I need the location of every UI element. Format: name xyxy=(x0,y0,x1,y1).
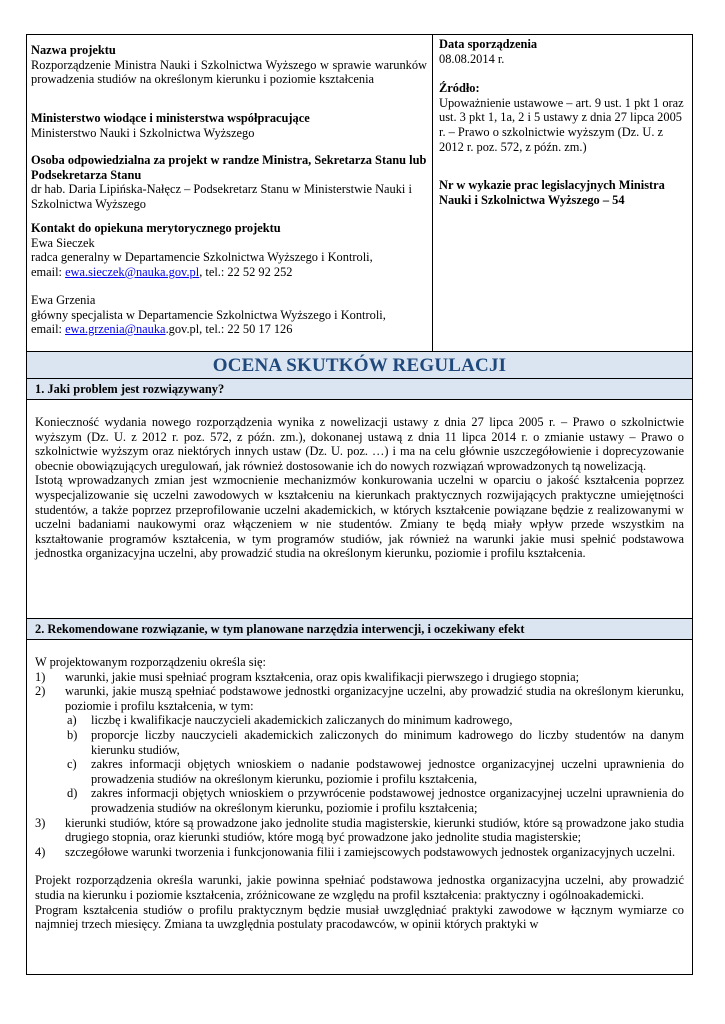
sub-item-letter: a) xyxy=(67,713,77,728)
list-item xyxy=(35,684,684,713)
sub-item-text: liczbę i kwalifikacje nauczycieli akademickich zaliczanych do minimum kadrowego, xyxy=(91,713,513,728)
list-item-text: warunki, jakie muszą spełniać podstawowe jednostki organizacyjne uczelni, aby prowadzić studia na określonym kierunku, poziomie i profilu kształcenia, w tym: xyxy=(65,684,684,713)
title-banner xyxy=(27,351,692,379)
section2-body xyxy=(35,655,684,932)
section1-paragraph: Istotą wprowadzanych zmian jest wzmocnienie mechanizmów konkurowania uczelni w oparciu o jakość kształcenia poprzez wyspecjalizowanie się uczelni zawodowych w kształceniu na kierunkach praktycznych rozwijających praktyczne umiejętności studentów, a także poprzez przeprofilowanie uczelni akademickich, w których kształcenie powiązane będzie z realizowanymi w uczelni badaniami naukowymi oraz włączeniem w nie studentów. Zmiany te będą miały wpływ przede wszystkim na kształtowanie programów kształcenia, w tym programów studiów, jak również na warunki jakie musi spełnić podstawowa jednostka organizacyjna uczelni, aby prowadzić studia na określonym kierunku, poziomie i profilu kształcenia. xyxy=(35,473,684,561)
contact1-role: radca generalny w Departamencie Szkolnictwa Wyższego i Kontroli, xyxy=(31,250,373,265)
contact-block xyxy=(31,221,427,279)
responsible-text: dr hab. Daria Lipińska-Nałęcz – Podsekretarz Stanu w Ministerstwie Nauki i Szkolnictwa Wyższego xyxy=(31,182,412,211)
list-item-text: warunki, jakie musi spełniać program kształcenia, oraz opis kwalifikacji pierwszego i drugiego stopnia; xyxy=(65,669,580,684)
list-item-number: 2) xyxy=(35,684,46,699)
ministry-block xyxy=(31,111,427,140)
register-text: Nr w wykazie prac legislacyjnych Ministra Nauki i Szkolnictwa Wyższego – 54 xyxy=(439,178,665,207)
project-name-label: Nazwa projektu xyxy=(31,43,116,57)
list-item xyxy=(35,670,684,685)
header-table xyxy=(27,35,692,351)
contact2-email-rest: .gov.pl, tel.: 22 50 17 126 xyxy=(165,322,293,337)
sub-item-text: zakres informacji objętych wnioskiem o nadanie podstawowej jednostce organizacyjnej uczelni uprawnienia do prowadzenia studiów na określonym kierunku, poziomie i profilu kształcenia, xyxy=(91,757,684,786)
list-item-number: 4) xyxy=(35,844,46,859)
sub-item-letter: c) xyxy=(67,757,77,772)
contact1-email-link[interactable]: ewa.sieczek@nauka.gov.pl xyxy=(65,264,200,279)
contact2-email-link[interactable]: ewa.grzenia@nauka xyxy=(65,322,166,337)
header-left-cell xyxy=(27,35,433,351)
list-item-text: kierunki studiów, które są prowadzone jako jednolite studia magisterskie, kierunki studiów, które są prowadzone jako studia drugiego stopnia, oraz kierunki studiów, które mogą być prowadzone jako jednolite studia magisterskie; xyxy=(65,815,684,845)
page-title: OCENA SKUTKÓW REGULACJI xyxy=(212,355,507,376)
date-value: 08.08.2014 r. xyxy=(439,51,505,66)
section2-heading: 2. Rekomendowane rozwiązanie, w tym planowane narzędzia interwencji, i oczekiwany efekt xyxy=(27,618,692,640)
responsible-block xyxy=(31,153,427,211)
contact2-email-prefix: email: xyxy=(31,322,66,337)
sub-list-item xyxy=(67,786,684,815)
contact1-email-prefix: email: xyxy=(31,264,66,279)
ministry-text: Ministerstwo Nauki i Szkolnictwa Wyższego xyxy=(31,125,255,140)
section1-paragraph: Konieczność wydania nowego rozporządzenia wynika z nowelizacji ustawy z dnia 27 lipca 2005 r. – Prawo o szkolnictwie wyższym (Dz. U. z 2012 r. poz. 572, z późn. zm.), dokonanej ustawą z dnia 11 lipca 2014 r. o zmianie ustawy – Prawo o szkolnictwie wyższym oraz niektórych innych ustaw (Dz. U. poz. …) i ma na celu głównie uszczegółowienie i doprecyzowanie obecnie obowiązujących uregulowań, jak również dostosowanie ich do nowych rozwiązań wprowadzonych tą nowelizacją. xyxy=(35,415,684,473)
header-right-cell xyxy=(433,35,692,351)
sub-item-letter: d) xyxy=(67,786,78,801)
list-item-number: 1) xyxy=(35,669,46,684)
contact2-block xyxy=(31,293,427,337)
sub-list-item xyxy=(67,757,684,786)
contact1-name: Ewa Sieczek xyxy=(31,235,95,250)
contact2-line xyxy=(31,322,427,337)
project-name-block xyxy=(31,43,427,87)
list-item xyxy=(35,845,684,860)
contact1-tel: , tel.: 22 52 92 252 xyxy=(199,264,293,279)
list-item-text: szczegółowe warunki tworzenia i funkcjonowania filii i zamiejscowych podstawowych jednostek organizacyjnych uczelni. xyxy=(65,844,676,859)
sub-item-letter: b) xyxy=(67,727,78,742)
ministry-label: Ministerstwo wiodące i ministerstwa współpracujące xyxy=(31,111,310,125)
responsible-label: Osoba odpowiedzialna za projekt w randze Ministra, Sekretarza Stanu lub Podsekretarza Stanu xyxy=(31,153,427,182)
section1-body xyxy=(35,415,684,561)
osr-form xyxy=(26,34,693,975)
project-name-text: Rozporządzenie Ministra Nauki i Szkolnictwa Wyższego w sprawie warunków prowadzenia studiów na określonym kierunku i poziomie kształcenia xyxy=(31,57,427,87)
section2-paragraph: Projekt rozporządzenia określa warunki, jakie powinna spełniać podstawowa jednostka organizacyjna uczelni, aby prowadzić studia na kierunku i poziomie kształcenia, zróżnicowane ze względu na profil kształcenia: praktyczny i ogólnoakademicki. xyxy=(35,873,684,902)
section2-paragraph: Program kształcenia studiów o profilu praktycznym będzie musiał uwzględniać praktyki zawodowe w łącznym wymiarze co najmniej trzech miesięcy. Zmiana ta uwzględnia postulaty pracodawców, w opinii których praktyki w xyxy=(35,902,684,932)
contact2-name: Ewa Grzenia xyxy=(31,293,96,307)
contact2-role: główny specjalista w Departamencie Szkolnictwa Wyższego i Kontroli, xyxy=(31,307,386,322)
list-item xyxy=(35,816,684,845)
section2-intro: W projektowanym rozporządzeniu określa się: xyxy=(35,655,266,669)
sub-item-text: proporcje liczby nauczycieli akademickich zaliczonych do minimum kadrowego do liczby studentów na danym kierunku studiów, xyxy=(91,727,684,757)
source-text: Upoważnienie ustawowe – art. 9 ust. 1 pkt 1 oraz ust. 3 pkt 1, 1a, 2 i 5 ustawy z dnia 27 lipca 2005 r. – Prawo o szkolnictwie wyższym (Dz. U. z 2012 r. poz. 572, z późn. zm.) xyxy=(439,95,684,154)
section1-heading: 1. Jaki problem jest rozwiązywany? xyxy=(27,378,692,400)
source-label: Źródło: xyxy=(439,81,480,96)
list-item-number: 3) xyxy=(35,815,46,830)
sub-item-text: zakres informacji objętych wnioskiem o przywrócenie podstawowej jednostce organizacyjnej uczelni uprawnienia do prowadzenia studiów na określonym kierunku, poziomie i profilu kształcenia; xyxy=(91,786,684,815)
contact-label: Kontakt do opiekuna merytorycznego projektu xyxy=(31,221,281,235)
sub-list-item xyxy=(67,728,684,757)
contact1-line xyxy=(31,265,427,280)
date-label: Data sporządzenia xyxy=(439,37,538,51)
sub-list-item xyxy=(67,713,684,728)
